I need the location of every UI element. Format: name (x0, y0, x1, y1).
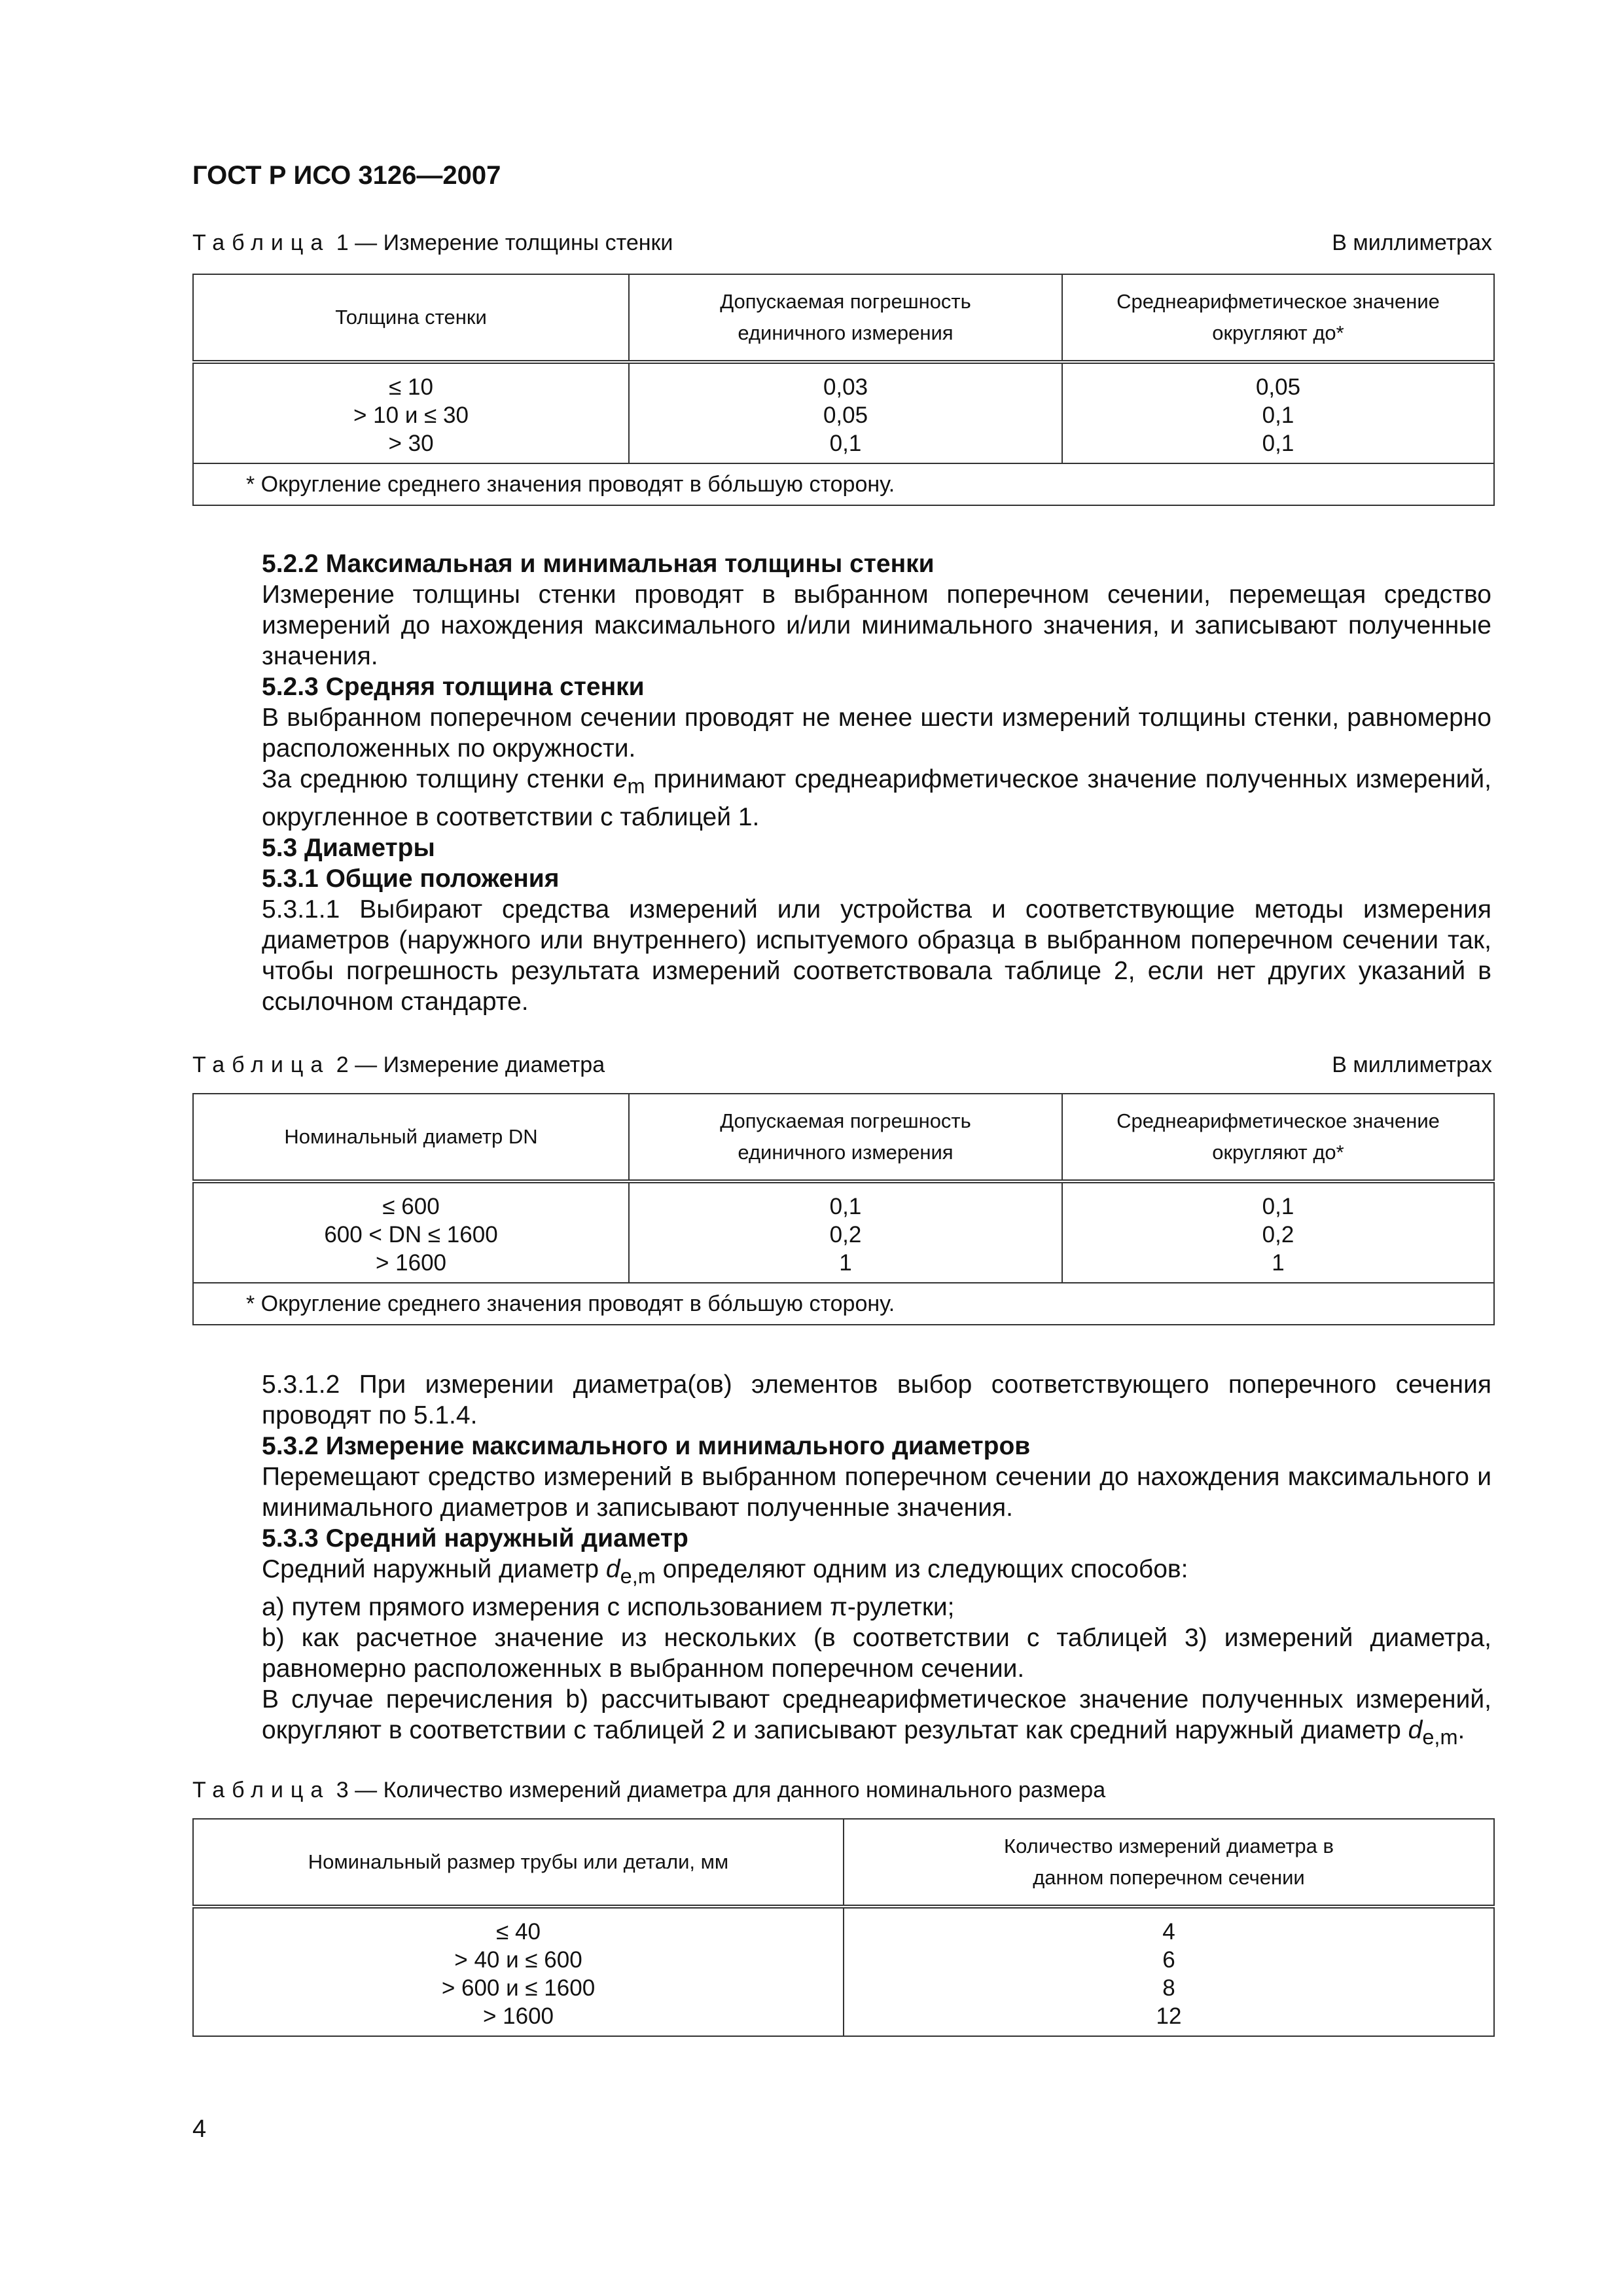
table1-caption (192, 230, 673, 256)
table1-caption-title: — Измерение толщины стенки (355, 230, 673, 255)
table1-footnote: * Округление среднего значения проводят в бóльшую сторону. (193, 463, 1494, 505)
text-run: Средний наружный диаметр (262, 1555, 606, 1583)
table2-value: 1 (839, 1250, 852, 1276)
table1-unit: В миллиметрах (1332, 230, 1492, 255)
table2-header-cell (629, 1094, 1062, 1181)
table1-value: ≤ 10 (389, 374, 433, 400)
table2-col1-cell (193, 1181, 629, 1283)
page-number: 4 (192, 2115, 207, 2143)
table1-value: 0,1 (829, 431, 862, 456)
heading-5-2-3: 5.2.3 Средняя толщина стенки (262, 673, 645, 701)
paragraph-5-3-1-2: 5.3.1.2 При измерении диаметра(ов) элементов выбор соответствующего поперечного сечения проводят по 5.1.4. (262, 1371, 1491, 1429)
section-text-block (192, 548, 1491, 1017)
table2-caption-label: Таблица (192, 1052, 330, 1077)
paragraph-5-3-1-1: 5.3.1.1 Выбирают средства измерений или устройства и соответствующие методы измерения диаметров (наружного или внутреннего) испытуемого образца в выбранном поперечном сечении так, чтобы погрешность результата измерений соответствовала таблице 2, если нет других указаний в ссылочном стандарте. (262, 895, 1491, 1016)
table2-caption (192, 1052, 605, 1078)
table2-footnote: * Округление среднего значения проводят в бóльшую сторону. (193, 1283, 1494, 1325)
table3-value: 8 (1162, 1975, 1175, 2001)
heading-5-3-2: 5.3.2 Измерение максимального и минимального диаметров (262, 1432, 1031, 1460)
table1-col2-cell (629, 362, 1062, 463)
table1-value: > 30 (388, 431, 434, 456)
table3-caption (192, 1778, 1105, 1803)
table3-value: > 1600 (482, 2003, 554, 2029)
text-run: . (1457, 1715, 1465, 1744)
table1-value: 0,05 (823, 403, 868, 428)
table1-caption-label: Таблица (192, 230, 330, 255)
table1-col1-cell (193, 362, 629, 463)
table1-value: > 10 и ≤ 30 (353, 403, 469, 428)
table3-value: 6 (1162, 1947, 1175, 1973)
paragraph-5-2-2: Измерение толщины стенки проводят в выбранном поперечном сечении, перемещая средство измерений до нахождения максимального и/или минимального значения, и записывают полученные значения. (262, 581, 1491, 670)
table1-value: 0,05 (1255, 374, 1301, 400)
table3-header-cell: Номинальный размер трубы или детали, мм (193, 1819, 844, 1907)
table2-value: 0,1 (829, 1194, 862, 1219)
text-run: За среднюю толщину стенки (262, 765, 613, 793)
table3-caption-num: 3 (336, 1778, 349, 1803)
table2-header-cell: Номинальный диаметр DN (193, 1094, 629, 1181)
document-header: ГОСТ Р ИСО 3126—2007 (192, 161, 501, 190)
table3-col1-cell (193, 1907, 844, 2036)
table2-value: 600 < DN ≤ 1600 (324, 1222, 498, 1247)
heading-5-3: 5.3 Диаметры (262, 833, 435, 862)
subscript-em: e,m (620, 1564, 656, 1588)
table3-value: 4 (1162, 1919, 1175, 1945)
table1-header-text: Среднеарифметическое значение округляют до* (1116, 290, 1440, 344)
table2-header-text: Среднеарифметическое значение округляют до* (1116, 1109, 1440, 1164)
heading-5-3-1: 5.3.1 Общие положения (262, 864, 560, 893)
table1-header-cell (1062, 274, 1494, 362)
table2-header-cell (1062, 1094, 1494, 1181)
table1-header-row (193, 274, 1494, 362)
table2-body-row (193, 1181, 1494, 1283)
table1 (192, 274, 1495, 506)
heading-5-3-3: 5.3.3 Средний наружный диаметр (262, 1524, 688, 1552)
variable-d: d (605, 1555, 620, 1583)
table3-caption-title: — Количество измерений диаметра для данного номинального размера (355, 1778, 1106, 1803)
table2-header-text: Допускаемая погрешность единичного измерения (720, 1109, 971, 1164)
table2-unit: В миллиметрах (1332, 1052, 1492, 1077)
table2-value: 0,1 (1262, 1194, 1294, 1219)
list-item-a: а) путем прямого измерения с использованием π-рулетки; (262, 1592, 955, 1621)
table1-header-cell (629, 274, 1062, 362)
table3-body-row (193, 1907, 1494, 2036)
subscript-m: m (627, 774, 645, 798)
table2 (192, 1093, 1495, 1325)
table2-header-row (193, 1094, 1494, 1181)
table3-header-row (193, 1819, 1494, 1907)
text-run: принимают среднеарифметическое значение полученных измерений, округленное в соответствии с таблицей 1. (262, 765, 1491, 831)
list-item-b: b) как расчетное значение из нескольких (в соответствии с таблицей 3) измерений диаметра, равномерно расположенных в выбранном поперечном сечении. (262, 1623, 1491, 1683)
variable-e: e (613, 765, 628, 793)
variable-d: d (1408, 1715, 1423, 1744)
table2-footnote-row (193, 1283, 1494, 1325)
table2-value: 1 (1272, 1250, 1285, 1276)
table3-value: > 600 и ≤ 1600 (441, 1975, 596, 2001)
table3-value: ≤ 40 (496, 1919, 541, 1945)
table3-col2-cell (844, 1907, 1494, 2036)
table1-header-text: Допускаемая погрешность единичного измерения (720, 290, 971, 344)
paragraph-5-3-2: Перемещают средство измерений в выбранном поперечном сечении до нахождения максимального и минимального диаметров и записывают полученные значения. (262, 1463, 1491, 1522)
text-run: В случае перечисления b) рассчитывают среднеарифметическое значение полученных измерений, округляют в соответствии с таблицей 2 и записывают результат как средний наружный диаметр (262, 1685, 1491, 1744)
table3-value: > 40 и ≤ 600 (454, 1947, 582, 1973)
table2-value: ≤ 600 (382, 1194, 440, 1219)
paragraph-5-2-3a: В выбранном поперечном сечении проводят не менее шести измерений толщины стенки, равномерно расположенных по окружности. (262, 704, 1491, 762)
table3-value: 12 (1156, 2003, 1182, 2029)
table2-value: 0,2 (829, 1222, 862, 1247)
heading-5-2-2: 5.2.2 Максимальная и минимальная толщины стенки (262, 550, 935, 578)
table2-caption-title: — Измерение диаметра (355, 1052, 605, 1077)
table2-value: 0,2 (1262, 1222, 1294, 1247)
table2-caption-num: 2 (336, 1052, 349, 1077)
table1-header-cell: Толщина стенки (193, 274, 629, 362)
paragraph-5-3-3 (192, 1554, 1491, 1592)
text-run: определяют одним из следующих способов: (655, 1555, 1188, 1583)
table1-value: 0,1 (1262, 403, 1294, 428)
table1-caption-num: 1 (336, 230, 349, 255)
table2-col2-cell (629, 1181, 1062, 1283)
table3-header-text: Количество измерений диаметра в данном поперечном сечении (1004, 1835, 1334, 1889)
table3 (192, 1818, 1495, 2037)
table1-footnote-row (193, 463, 1494, 505)
table1-body-row (193, 362, 1494, 463)
paragraph-calculation (192, 1684, 1491, 1753)
table1-col3-cell (1062, 362, 1494, 463)
table3-header-cell (844, 1819, 1494, 1907)
table2-col3-cell (1062, 1181, 1494, 1283)
table2-value: > 1600 (375, 1250, 447, 1276)
table1-value: 0,1 (1262, 431, 1294, 456)
table1-value: 0,03 (823, 374, 868, 400)
subscript-em: e,m (1422, 1725, 1458, 1749)
table3-caption-label: Таблица (192, 1778, 330, 1803)
section2-text-block (192, 1369, 1491, 1753)
paragraph-5-2-3b (192, 764, 1491, 833)
